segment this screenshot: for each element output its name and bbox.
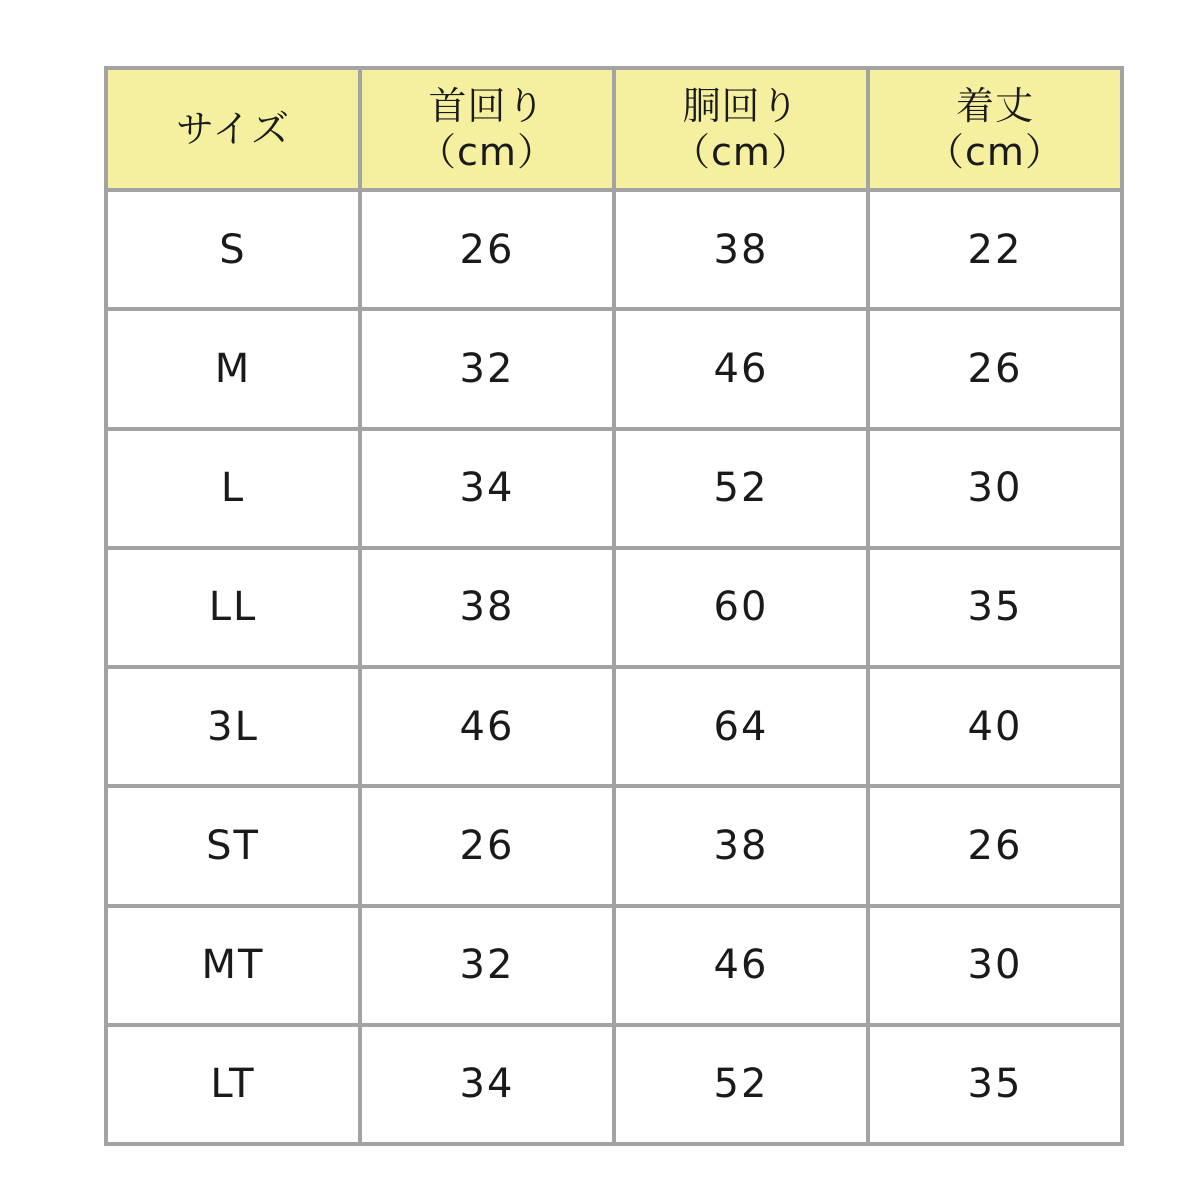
- header-size: [106, 68, 360, 190]
- waist-cell: 38: [614, 190, 868, 309]
- header-row: [106, 68, 1122, 190]
- length-cell: 30: [868, 429, 1122, 548]
- table-row: [106, 190, 1122, 309]
- neck-cell: 32: [360, 309, 614, 428]
- header-waist-unit: （cm）: [672, 130, 810, 174]
- size-cell: L: [106, 429, 360, 548]
- length-cell: 35: [868, 548, 1122, 667]
- table-row: [106, 906, 1122, 1025]
- neck-cell: 38: [360, 548, 614, 667]
- header-size-label: サイズ: [176, 107, 290, 151]
- table-row: [106, 548, 1122, 667]
- length-cell: 35: [868, 1025, 1122, 1144]
- table-row: [106, 429, 1122, 548]
- header-length-unit: （cm）: [926, 130, 1064, 174]
- table-row: [106, 667, 1122, 786]
- header-length: [868, 68, 1122, 190]
- neck-cell: 46: [360, 667, 614, 786]
- table-row: [106, 1025, 1122, 1144]
- neck-cell: 32: [360, 906, 614, 1025]
- waist-cell: 46: [614, 906, 868, 1025]
- size-cell: MT: [106, 906, 360, 1025]
- header-neck-unit: （cm）: [418, 130, 556, 174]
- size-chart-table: [104, 66, 1124, 1146]
- size-cell: LT: [106, 1025, 360, 1144]
- length-cell: 40: [868, 667, 1122, 786]
- header-neck-label: 首回り: [428, 84, 546, 128]
- length-cell: 26: [868, 309, 1122, 428]
- neck-cell: 34: [360, 429, 614, 548]
- size-cell: S: [106, 190, 360, 309]
- table-row: [106, 309, 1122, 428]
- waist-cell: 46: [614, 309, 868, 428]
- waist-cell: 52: [614, 1025, 868, 1144]
- header-neck: [360, 68, 614, 190]
- size-cell: 3L: [106, 667, 360, 786]
- waist-cell: 60: [614, 548, 868, 667]
- length-cell: 22: [868, 190, 1122, 309]
- header-waist-label: 胴回り: [682, 84, 800, 128]
- waist-cell: 38: [614, 786, 868, 905]
- length-cell: 26: [868, 786, 1122, 905]
- waist-cell: 64: [614, 667, 868, 786]
- size-cell: LL: [106, 548, 360, 667]
- neck-cell: 26: [360, 190, 614, 309]
- neck-cell: 26: [360, 786, 614, 905]
- size-cell: ST: [106, 786, 360, 905]
- table-row: [106, 786, 1122, 905]
- size-cell: M: [106, 309, 360, 428]
- neck-cell: 34: [360, 1025, 614, 1144]
- waist-cell: 52: [614, 429, 868, 548]
- length-cell: 30: [868, 906, 1122, 1025]
- header-length-label: 着丈: [955, 84, 1034, 128]
- header-waist: [614, 68, 868, 190]
